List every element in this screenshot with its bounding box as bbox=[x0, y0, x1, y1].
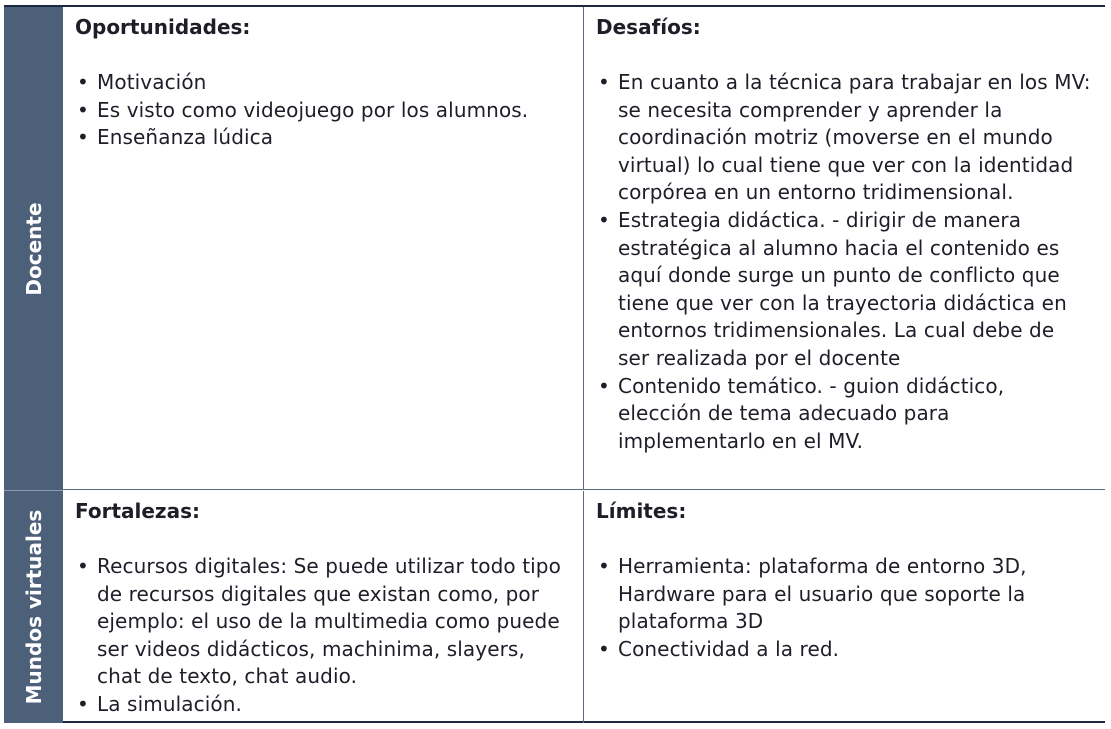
list-item: • Recursos digitales: Se puede utilizar todo tipo de recursos digitales que existan como, por ejemplo: el uso de la multimedia como puede ser videos didácticos, machinima, slayers, chat de texto, chat audio. bbox=[97, 553, 573, 691]
row-label: Docente bbox=[21, 201, 46, 296]
list-item: • La simulación. bbox=[97, 691, 573, 719]
cell-oportunidades bbox=[63, 7, 583, 490]
cell-desafios bbox=[583, 7, 1105, 490]
list-item: • Motivación bbox=[97, 69, 573, 97]
swot-table bbox=[4, 5, 1105, 723]
cell-title: Oportunidades: bbox=[75, 15, 251, 39]
list-item: • Conectividad a la red. bbox=[618, 636, 1095, 664]
list-item: • Enseñanza lúdica bbox=[97, 124, 573, 152]
cell-limites bbox=[583, 491, 1105, 723]
cell-fortalezas bbox=[63, 491, 583, 723]
list-item: • Es visto como videojuego por los alumnos. bbox=[97, 97, 573, 125]
list-item: • En cuanto a la técnica para trabajar en los MV: se necesita comprender y aprender la coordinación motriz (moverse en el mundo virtual) lo cual tiene que ver con la identidad corpórea en un entorno tridimensional. bbox=[618, 69, 1091, 207]
row-label: Mundos virtuales bbox=[21, 509, 46, 705]
row-header-mundos-virtuales bbox=[4, 491, 63, 723]
list-item: • Herramienta: plataforma de entorno 3D, Hardware para el usuario que soporte la plataforma 3D bbox=[618, 553, 1095, 636]
cell-title: Límites: bbox=[596, 499, 687, 523]
cell-title: Desafíos: bbox=[596, 15, 701, 39]
list-item: • Contenido temático. - guion didáctico, elección de tema adecuado para implementarlo en el MV. bbox=[618, 373, 1091, 456]
list-item: • Estrategia didáctica. - dirigir de manera estratégica al alumno hacia el contenido es aquí donde surge un punto de conflicto que tiene que ver con la trayectoria didáctica en entornos tridimensionales. La cual debe de ser realizada por el docente bbox=[618, 207, 1091, 373]
row-header-docente bbox=[4, 7, 63, 491]
cell-title: Fortalezas: bbox=[75, 499, 200, 523]
